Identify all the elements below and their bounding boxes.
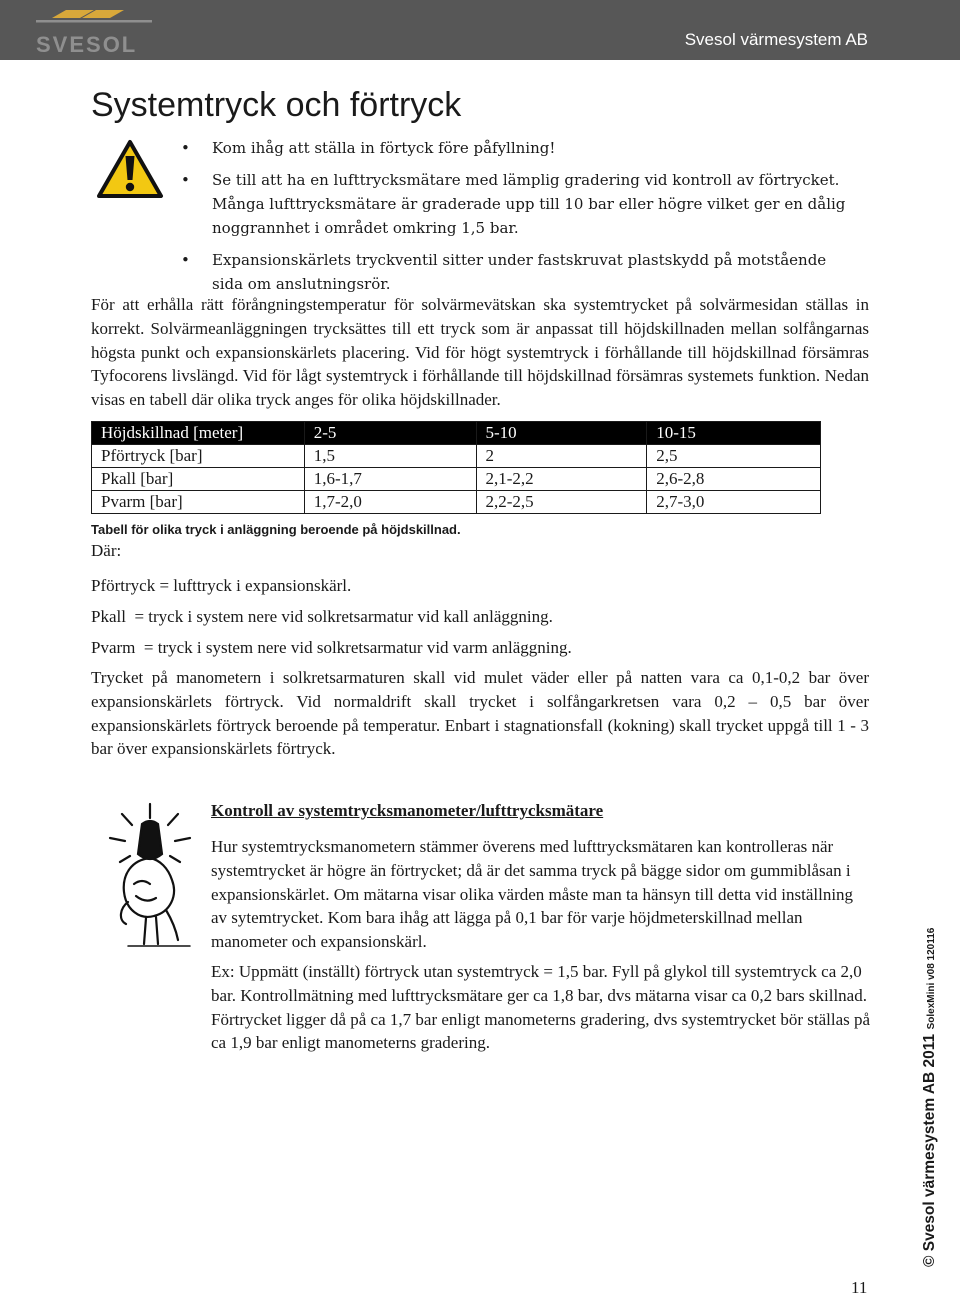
page-number: 11 — [851, 1278, 868, 1297]
table-cell: Pförtryck [bar] — [92, 445, 305, 468]
control-paragraph: Hur systemtrycksmanometern stämmer överens med lufttrycksmätaren kan kontrolleras när systemtrycket är högre än förtrycket; då är det samma tryck på bägge sidor om gummiblåsan i expansionskärlet. Om mätarna visar olika värden måste man ta hänsyn till detta vid inställning av sytemtrycket. Kom bara ihåg att lägga på 0,1 bar för varje höjdmeterskillnad mellan manometer och expansionskärl. — [211, 837, 854, 952]
page-title: Systemtryck och förtryck — [91, 86, 462, 124]
table-cell: Pkall [bar] — [92, 468, 305, 491]
table-row — [92, 445, 821, 468]
table-cell: 1,7-2,0 — [304, 491, 476, 514]
version-text: SolexMini v08 120116 — [926, 927, 937, 1030]
pressure-table — [91, 421, 821, 514]
table-cell: 2,5 — [647, 445, 821, 468]
manometer-paragraph: Trycket på manometern i solkretsarmaturen skall vid mulet väder eller på natten vara ca 0,1-0,2 bar över expansionskärlets förtryck. Vid normaldrift skall trycket i solfångarkretsen vara 0,2 – 0,5 bar över expansionskärlets förtryck beroende på temperatur. Enbart i stagnationsfall (kokning) skall trycket uppgå till 1 - 3 bar över expansionskärlets förtryck. — [91, 668, 869, 759]
definitions-label: Där: — [91, 541, 122, 560]
logo-text: SVESOL — [36, 32, 138, 57]
bullet-item: • Kom ihåg att ställa in förtyck före påfyllning! — [181, 136, 861, 160]
bullet-item: • Expansionskärlets tryckventil sitter under fastskruvat plastskydd på motstående sida om anslutningsrör. — [181, 248, 861, 296]
warning-bullet-list — [181, 136, 861, 304]
table-header-cell: Höjdskillnad [meter] — [92, 422, 305, 445]
lightbulb-idea-icon — [92, 798, 202, 953]
table-header-cell: 2-5 — [304, 422, 476, 445]
table-cell: 2,1-2,2 — [476, 468, 647, 491]
header-bar — [0, 0, 960, 60]
definition-line: Pvarm = tryck i system nere vid solkretsarmatur vid varm anläggning. — [91, 638, 572, 657]
table-cell: Pvarm [bar] — [92, 491, 305, 514]
table-cell: 1,5 — [304, 445, 476, 468]
table-caption: Tabell för olika tryck i anläggning beroende på höjdskillnad. — [91, 522, 461, 537]
table-header-row — [92, 422, 821, 445]
company-name-header: Svesol värmesystem AB — [684, 30, 868, 49]
table-row — [92, 468, 821, 491]
definition-line: Pkall = tryck i system nere vid solkretsarmatur vid kall anläggning. — [91, 607, 553, 626]
copyright-text: © Svesol värmesystem AB 2011 — [921, 1033, 938, 1267]
table-cell: 2 — [476, 445, 647, 468]
definition-line: Pförtryck = lufttryck i expansionskärl. — [91, 576, 352, 595]
control-example-paragraph: Ex: Uppmätt (inställt) förtryck utan systemtryck = 1,5 bar. Fyll på glykol till systemtryck ca 2,0 bar. Kontrollmätning med lufttrycksmätare ger ca 1,8 bar, dvs mätarna visar ca 0,2 bars skillnad. Förtrycket ligger då på ca 1,7 bar enligt manometerns gradering, dvs systemtrycket bör ställas på ca 1,9 bar enligt manometerns gradering. — [211, 962, 871, 1053]
table-row — [92, 491, 821, 514]
side-copyright — [921, 928, 939, 1267]
table-cell: 2,7-3,0 — [647, 491, 821, 514]
bullet-item: • Se till att ha en lufttrycksmätare med lämplig gradering vid kontroll av förtrycket. Många lufttrycksmätare är graderade upp till 10 bar eller högre vilket ger en dålig noggrannhet i området omkring 1,5 bar. — [181, 168, 861, 240]
intro-paragraph: För att erhålla rätt förångningstemperatur för solvärmevätskan ska systemtrycket på solvärmesidan ställas in korrekt. Solvärmeanläggningen trycksättes till ett tryck som är anpassat till höjdskillnaden mellan solfångarnas högsta punkt och expansionskärlets placering. Vid för högt systemtryck i förhållande till höjdskillnad försämras Tyfocorens livslängd. Vid för lågt systemtryck i förhållande till höjdskillnad försämras systemets funktion. Nedan visas en tabell där olika tryck anges för olika höjdskillnader. — [91, 295, 869, 410]
warning-triangle-icon — [96, 139, 164, 199]
control-heading: Kontroll av systemtrycksmanometer/lufttrycksmätare — [211, 801, 604, 820]
table-header-cell: 10-15 — [647, 422, 821, 445]
table-cell: 2,6-2,8 — [647, 468, 821, 491]
table-cell: 1,6-1,7 — [304, 468, 476, 491]
table-cell: 2,2-2,5 — [476, 491, 647, 514]
table-header-cell: 5-10 — [476, 422, 647, 445]
